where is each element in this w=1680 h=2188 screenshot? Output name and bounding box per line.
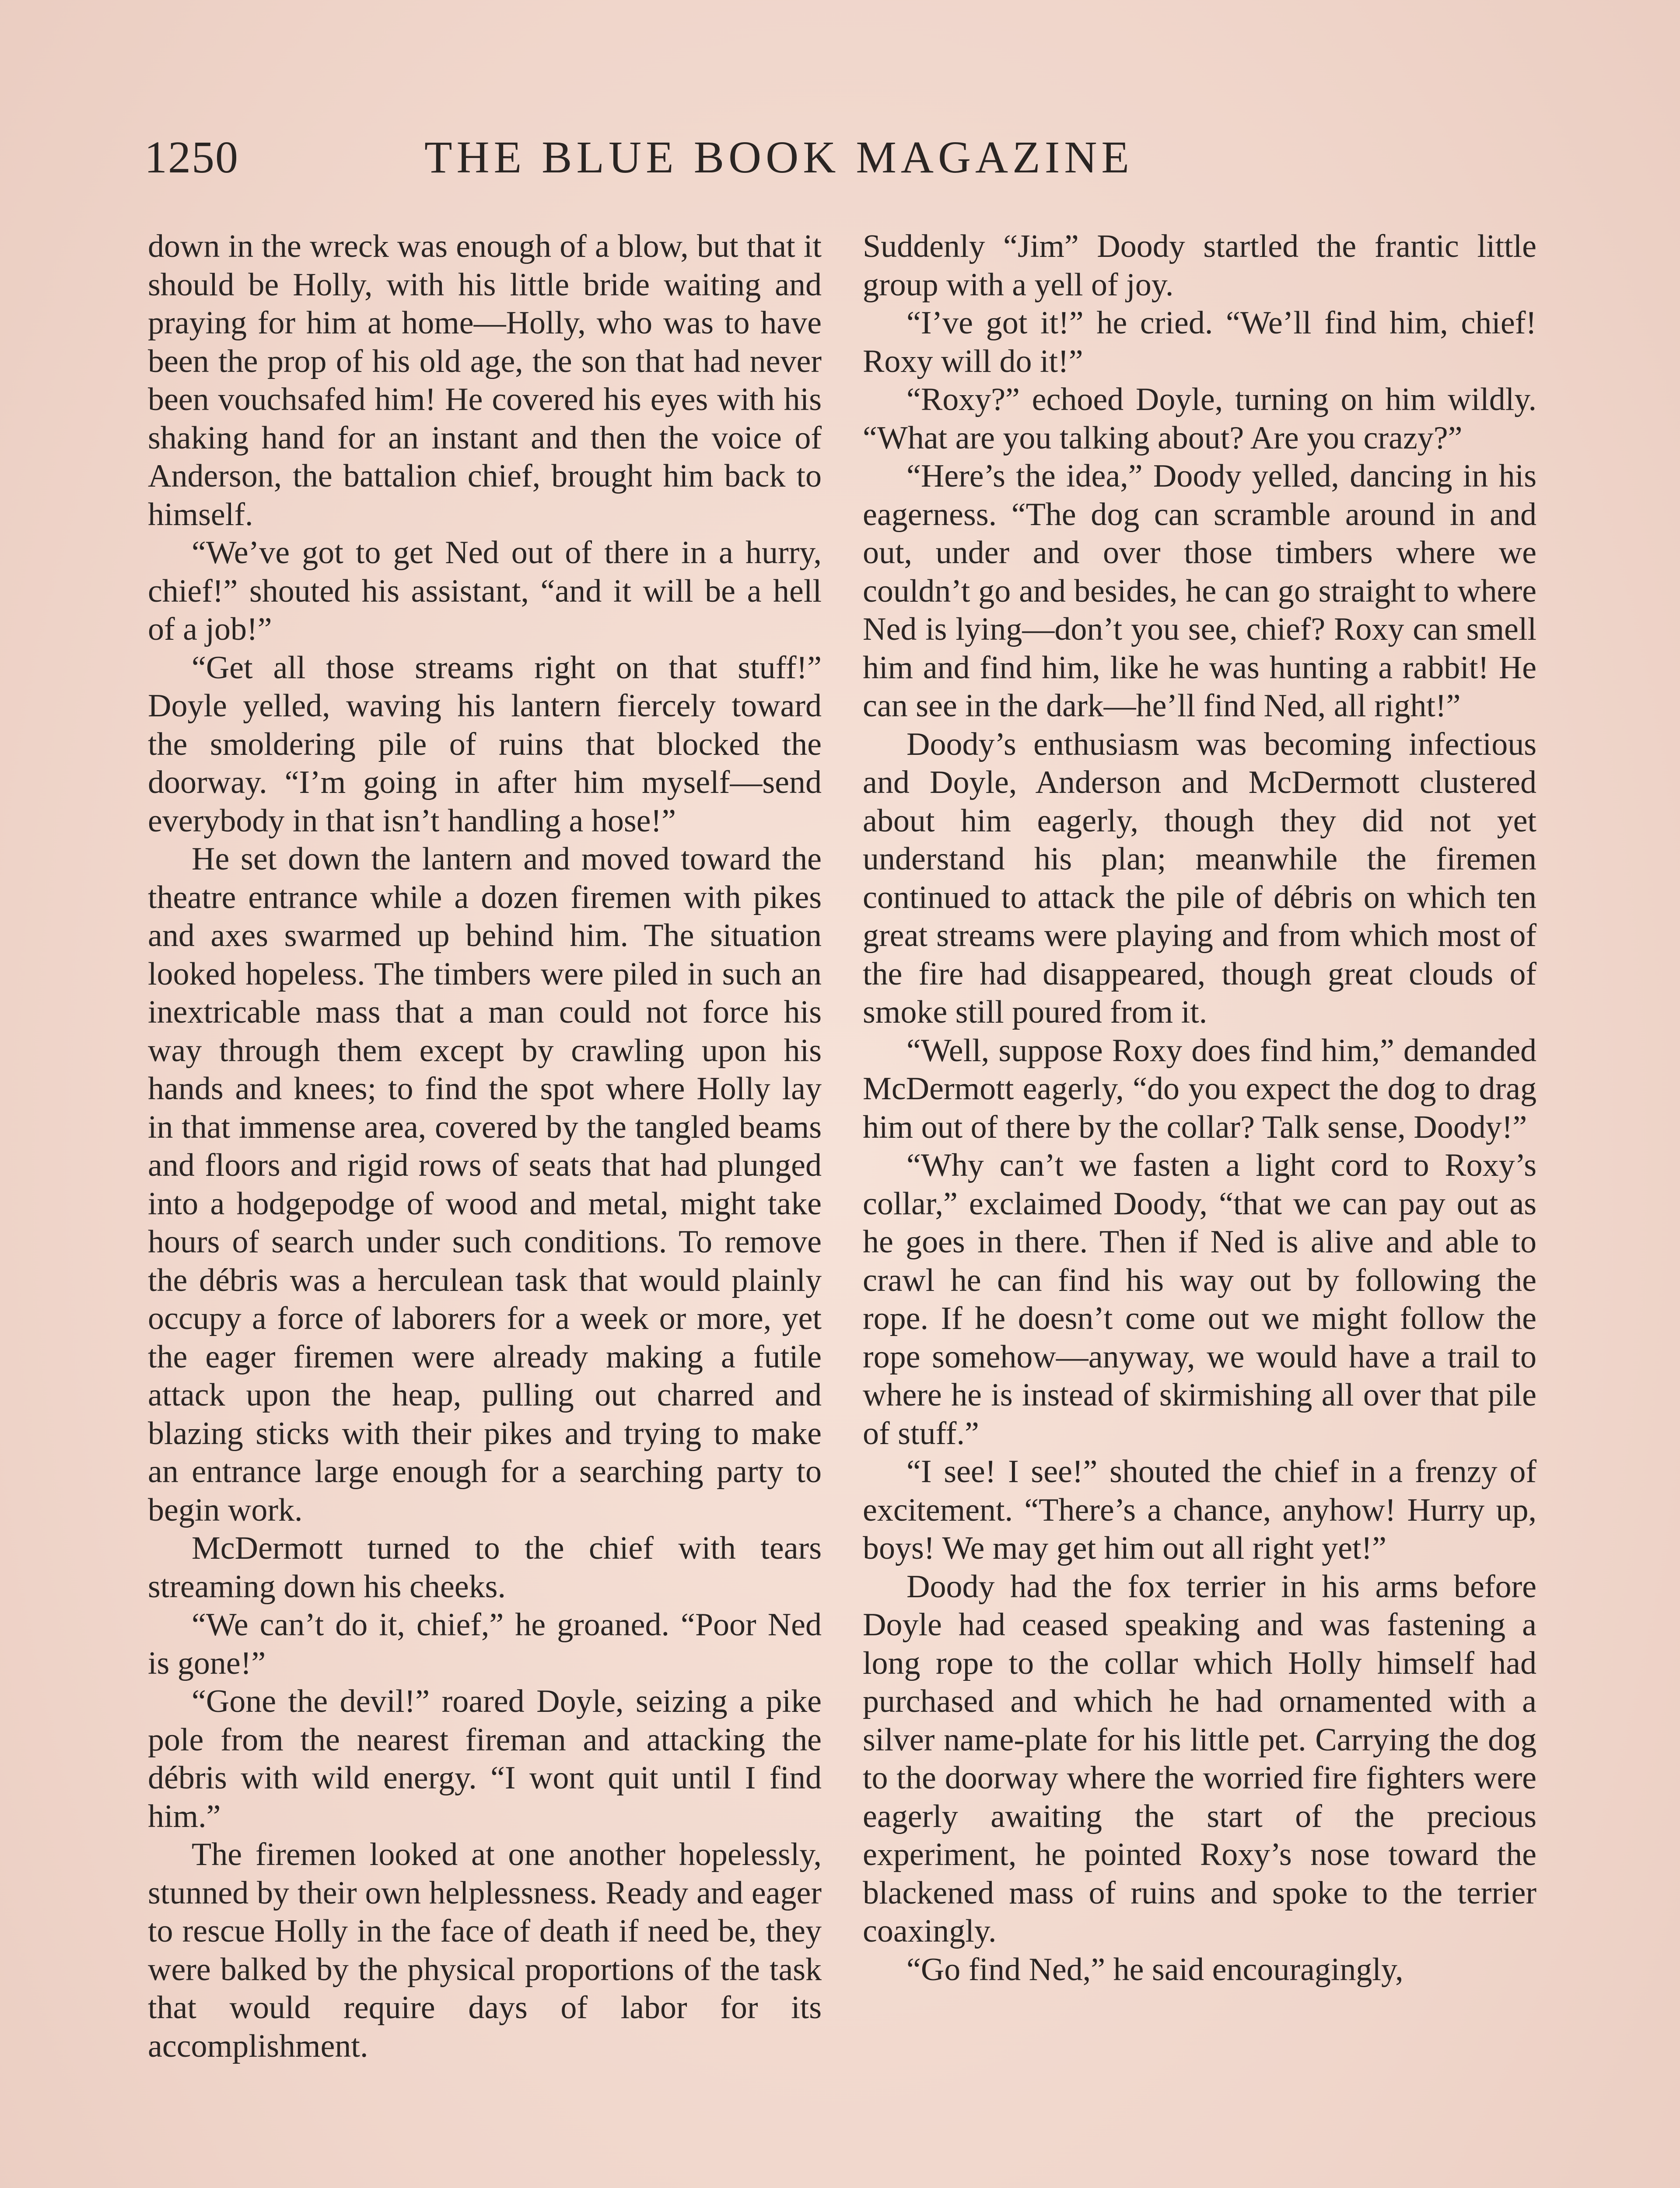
paragraph: “Go find Ned,” he said encouragingly, [906,1951,1404,1988]
paragraph: The firemen looked at one another hopelessly, stunned by their own helplessness. Ready and eager to rescue Holly in the face of death if need be, they were balked by the physical proportions of the task that would require days of labor for its accomplishment. [148,1837,822,2064]
paragraph: “We can’t do it, chief,” he groaned. “Poor Ned is gone!” [148,1607,822,1681]
paragraph: “Roxy?” echoed Doyle, turning on him wildly. “What are you talking about? Are you crazy?” [863,382,1536,456]
paragraph: “Well, suppose Roxy does find him,” demanded McDermott eagerly, “do you expect the dog to drag him out of there by the collar? Talk sense, Doody!” [863,1032,1536,1145]
paragraph: “I see! I see!” shouted the chief in a frenzy of excitement. “There’s a chance, anyhow! Hurry up, boys! We may get him out all right yet!” [863,1454,1536,1566]
running-title: THE BLUE BOOK MAGAZINE [424,132,1134,182]
paragraph: “Get all those streams right on that stuff!” Doyle yelled, waving his lantern fiercely toward the smoldering pile of ruins that blocked the doorway. “I’m going in after him myself—send everybody in that isn’t handling a hose!” [148,649,822,839]
paragraph: Doody had the fox terrier in his arms before Doyle had ceased speaking and was fastening a long rope to the collar which Holly himself had purchased and which he had ornamented with a silver name-plate for his little pet. Carrying the dog to the doorway where the worried fire fighters were eagerly awaiting the start of the precious experiment, he pointed Roxy’s nose toward the blackened mass of ruins and spoke to the terrier coaxingly. [863,1568,1536,1949]
paragraph: McDermott turned to the chief with tears streaming down his cheeks. [148,1530,822,1605]
paragraph: He set down the lantern and moved toward the theatre entrance while a dozen firemen with pikes and axes swarmed up behind him. The situation looked hopeless. The timbers were piled in such an inextricable mass that a man could not force his way through them except by crawling upon his hands and knees; to find the spot where Holly lay in that immense area, covered by the tangled beams and floors and rigid rows of seats that had plunged into a hodgepodge of wood and metal, might take hours of search under such conditions. To remove the débris was a herculean task that would plainly occupy a force of laborers for a week or more, yet the eager firemen were already making a futile attack upon the heap, pulling out charred and blazing sticks with their pikes and trying to make an entrance large enough for a searching party to begin work. [148,841,822,1528]
paragraph: Doody’s enthusiasm was becoming infectious and Doyle, Anderson and McDermott clustered about him eagerly, though they did not yet understand his plan; meanwhile the firemen continued to attack the pile of débris on which ten great streams were playing and from which most of the fire had disappeared, though great clouds of smoke still poured from it. [863,726,1536,1030]
paragraph: “We’ve got to get Ned out of there in a hurry, chief!” shouted his assistant, “and it will be a hell of a job!” [148,535,822,647]
paragraph: “Gone the devil!” roared Doyle, seizing a pike pole from the nearest fireman and attacking the débris with wild energy. “I wont quit until I find him.” [148,1683,822,1834]
paragraph: “Why can’t we fasten a light cord to Roxy’s collar,” exclaimed Doody, “that we can pay out as he goes in there. Then if Ned is alive and able to crawl he can find his way out by following the rope. If he doesn’t come out we might follow the rope somehow—anyway, we would have a trail to where he is instead of skirmishing all over that pile of stuff.” [863,1147,1536,1452]
paragraph: down in the wreck was enough of a blow, but that it should be Holly, with his little bride waiting and praying for him at home—Holly, who was to have been the prop of his old age, the son that had never been vouchsafed him! He covered his eyes with his shaking hand for an instant and then the voice of Anderson, the battalion chief, brought him back to himself. [148,228,822,533]
paragraph: Suddenly “Jim” Doody startled the frantic little group with a yell of joy. [863,228,1536,303]
left-column [148,228,822,2065]
page-header [144,131,1544,184]
right-column [863,228,1536,1989]
paragraph: “Here’s the idea,” Doody yelled, dancing in his eagerness. “The dog can scramble around in and out, under and over those timbers where we couldn’t go and besides, he can go straight to where Ned is lying—don’t you see, chief? Roxy can smell him and find him, like he was hunting a rabbit! He can see in the dark—he’ll find Ned, all right!” [863,458,1536,724]
page-number: 1250 [144,132,239,182]
paragraph: “I’ve got it!” he cried. “We’ll find him, chief! Roxy will do it!” [863,305,1536,379]
